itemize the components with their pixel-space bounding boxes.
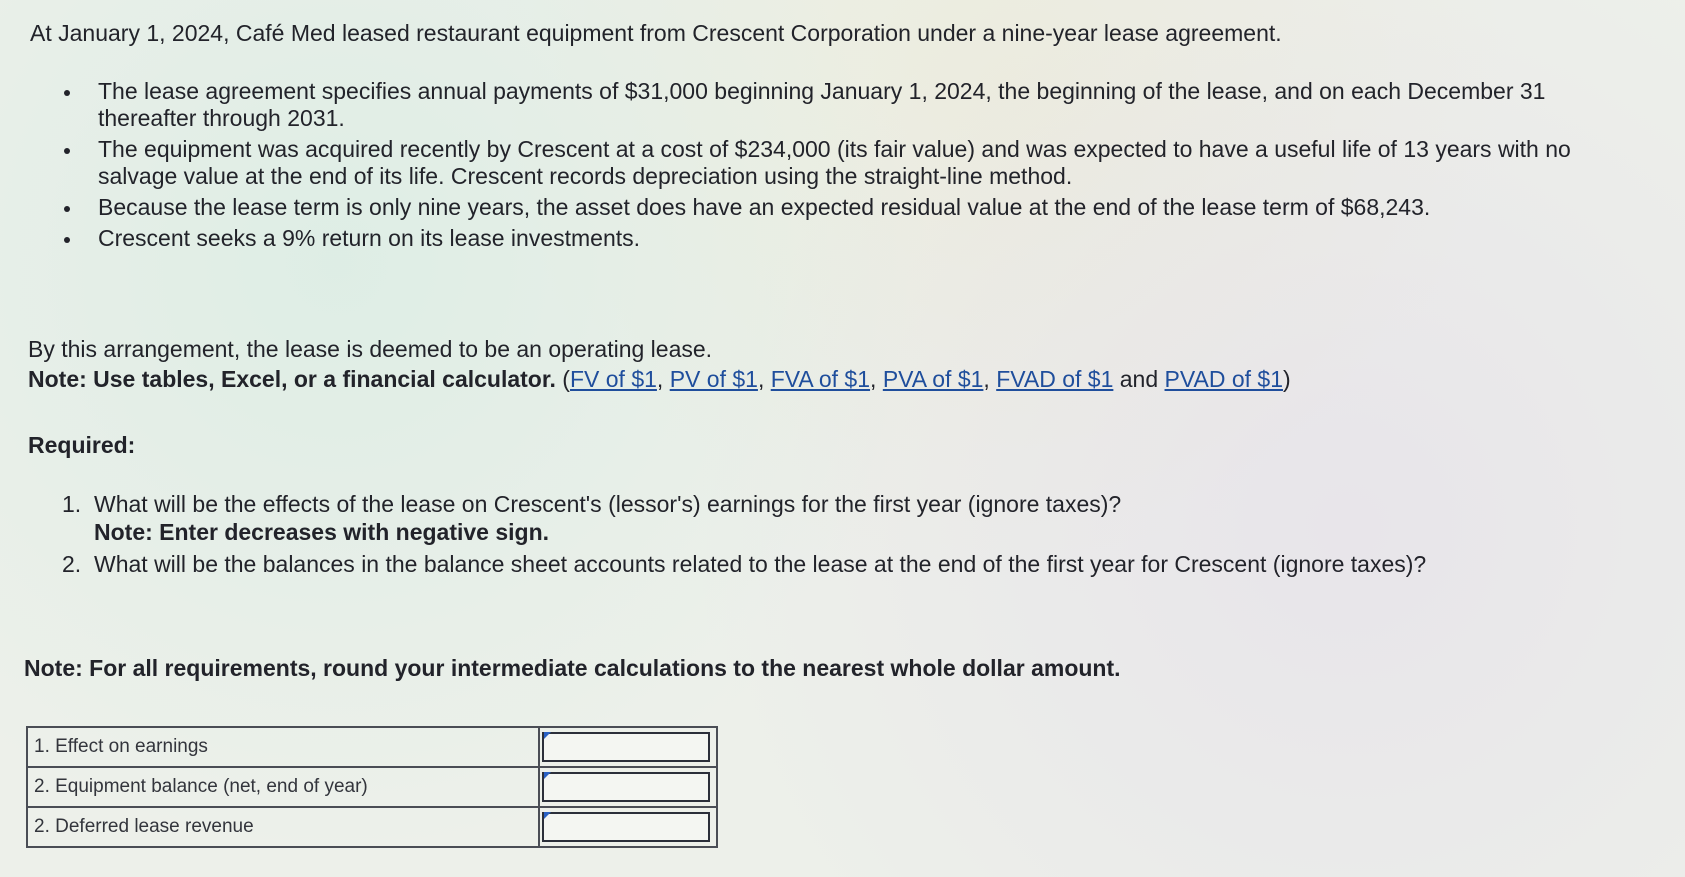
separator: , (870, 366, 883, 392)
list-item (60, 225, 1620, 252)
separator: , (757, 366, 771, 392)
answer-cell (539, 727, 717, 767)
requirement-text: What will be the effects of the lease on Crescent's (lessor's) earnings for the first year (ignore taxes)? (94, 491, 1122, 517)
conjunction: and (1113, 366, 1165, 392)
bullet-text: Because the lease term is only nine years, the asset does have an expected residual value at the end of the lease term of $68,243. (98, 194, 1431, 220)
row-label: 1. Effect on earnings (27, 727, 539, 767)
link-pva-of-1[interactable]: PVA of $1 (882, 366, 984, 392)
list-item (62, 490, 1622, 546)
effect-on-earnings-input[interactable] (542, 732, 710, 762)
link-fv-of-1[interactable]: FV of $1 (569, 366, 657, 392)
link-pv-of-1[interactable]: PV of $1 (669, 366, 758, 392)
bullet-text: The equipment was acquired recently by Crescent at a cost of $234,000 (its fair value) and was expected to have a useful life of 13 years with no salvage value at the end of its life. Crescent records depreciation using the straight-line method. (98, 136, 1571, 189)
answer-cell (539, 807, 717, 847)
bullet-icon (64, 237, 70, 243)
bullet-text: The lease agreement specifies annual payments of $31,000 beginning January 1, 2024, the beginning of the lease, and on each December 31 thereafter through 2031. (98, 78, 1546, 131)
lease-facts-list (60, 78, 1620, 256)
requirement-number: 2. (62, 551, 82, 577)
requirement-note: Note: Enter decreases with negative sign. (94, 519, 550, 545)
bullet-text: Crescent seeks a 9% return on its lease investments. (98, 225, 641, 251)
row-label: 2. Deferred lease revenue (27, 807, 539, 847)
answer-cell (539, 767, 717, 807)
link-fvad-of-1[interactable]: FVAD of $1 (996, 366, 1114, 392)
lease-classification-text: By this arrangement, the lease is deemed to be an operating lease. (28, 336, 713, 362)
required-heading: Required: (28, 432, 136, 458)
bullet-icon (64, 90, 70, 96)
input-marker-icon (544, 772, 551, 779)
requirement-number: 1. (62, 491, 82, 517)
separator: , (983, 366, 997, 392)
bullet-icon (64, 206, 70, 212)
table-row (27, 767, 717, 807)
link-pvad-of-1[interactable]: PVAD of $1 (1164, 366, 1284, 392)
list-item (62, 550, 1622, 578)
link-fva-of-1[interactable]: FVA of $1 (770, 366, 871, 392)
separator: , (656, 366, 670, 392)
list-item (60, 136, 1620, 190)
answer-table (26, 726, 718, 848)
list-item (60, 194, 1620, 221)
requirements-list (62, 490, 1622, 582)
equipment-balance-input[interactable] (542, 772, 710, 802)
deferred-lease-revenue-input[interactable] (542, 812, 710, 842)
paren-close: ) (1283, 366, 1291, 392)
input-marker-icon (544, 812, 551, 819)
problem-intro: At January 1, 2024, Café Med leased restaurant equipment from Crescent Corporation under a nine-year lease agreement. (30, 20, 1282, 46)
tools-note (28, 366, 1291, 393)
paren-open: ( (555, 366, 570, 392)
row-label: 2. Equipment balance (net, end of year) (27, 767, 539, 807)
list-item (60, 78, 1620, 132)
tools-note-label: Note: Use tables, Excel, or a financial calculator. (28, 366, 556, 392)
bullet-icon (64, 148, 70, 154)
rounding-note: Note: For all requirements, round your intermediate calculations to the nearest whole dollar amount. (24, 655, 1121, 681)
table-row (27, 727, 717, 767)
table-row (27, 807, 717, 847)
requirement-text: What will be the balances in the balance sheet accounts related to the lease at the end of the first year for Crescent (ignore taxes)? (94, 551, 1427, 577)
input-marker-icon (544, 732, 551, 739)
